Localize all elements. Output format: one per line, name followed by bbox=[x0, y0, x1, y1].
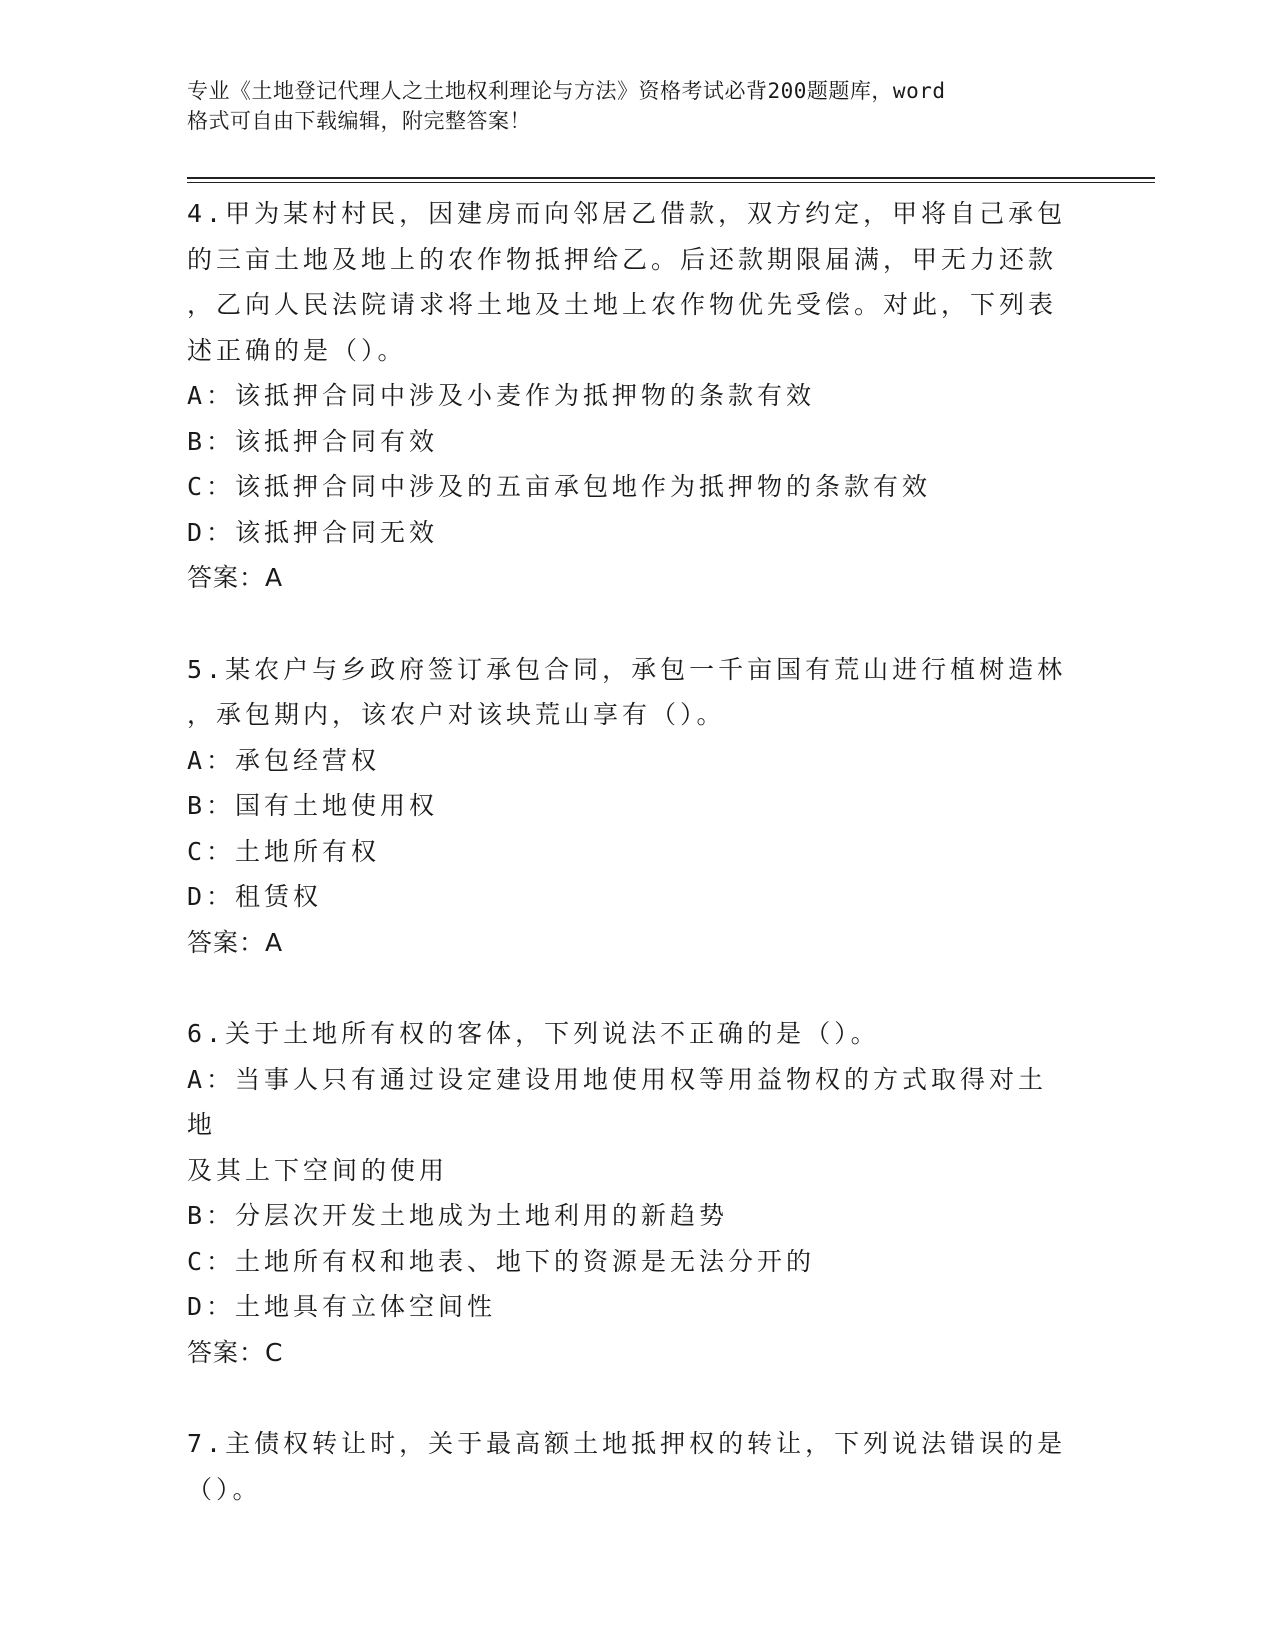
option-b: B：分层次开发土地成为土地利用的新趋势 bbox=[187, 1201, 729, 1230]
header-line-2: 格式可自由下载编辑，附完整答案！ bbox=[187, 109, 531, 133]
question-stem-line: 6.关于土地所有权的客体，下列说法不正确的是（）。 bbox=[187, 1019, 880, 1048]
question-stem-line: 7.主债权转让时，关于最高额土地抵押权的转让，下列说法错误的是 bbox=[187, 1429, 1067, 1458]
question-stem-line: 述正确的是（）。 bbox=[187, 335, 407, 365]
question-stem-line: ，承包期内，该农户对该块荒山享有（）。 bbox=[187, 700, 726, 729]
option-a-continued: 及其上下空间的使用 bbox=[187, 1155, 449, 1185]
header-divider-thick bbox=[187, 177, 1155, 179]
option-a: A：承包经营权 bbox=[187, 745, 381, 775]
header-line-1: 专业《土地登记代理人之土地权利理论与方法》资格考试必背200题题库，word bbox=[187, 79, 946, 103]
option-d: D：土地具有立体空间性 bbox=[187, 1292, 497, 1321]
question-stem bbox=[187, 191, 1067, 373]
question-7 bbox=[187, 1421, 1067, 1512]
question-stem bbox=[187, 1011, 1067, 1057]
header-divider-thin bbox=[187, 182, 1155, 183]
option-a: A：该抵押合同中涉及小麦作为抵押物的条款有效 bbox=[187, 381, 816, 410]
option-c: C：该抵押合同中涉及的五亩承包地作为抵押物的条款有效 bbox=[187, 472, 932, 501]
answer-line: 答案：A bbox=[187, 927, 284, 957]
document-header bbox=[187, 76, 1067, 136]
option-a: A：当事人只有通过设定建设用地使用权等用益物权的方式取得对土地 bbox=[187, 1064, 1048, 1139]
question-5 bbox=[187, 647, 1067, 966]
option-b: B：国有土地使用权 bbox=[187, 791, 439, 820]
answer-line: 答案：C bbox=[187, 1337, 284, 1367]
question-stem-line: 4.甲为某村村民，因建房而向邻居乙借款，双方约定，甲将自己承包 bbox=[187, 199, 1067, 228]
option-b: B：该抵押合同有效 bbox=[187, 426, 439, 456]
question-4 bbox=[187, 191, 1067, 601]
question-6 bbox=[187, 1011, 1067, 1375]
question-stem bbox=[187, 647, 1067, 738]
question-stem bbox=[187, 1421, 1067, 1512]
question-stem-line: 5.某农户与乡政府签订承包合同，承包一千亩国有荒山进行植树造林 bbox=[187, 654, 1067, 684]
option-d: D：该抵押合同无效 bbox=[187, 517, 439, 547]
question-stem-line: ，乙向人民法院请求将土地及土地上农作物优先受偿。对此，下列表 bbox=[187, 290, 1058, 319]
question-stem-line: （）。 bbox=[187, 1474, 262, 1504]
question-stem-line: 的三亩土地及地上的农作物抵押给乙。后还款期限届满，甲无力还款 bbox=[187, 244, 1058, 274]
option-c: C：土地所有权 bbox=[187, 836, 381, 866]
answer-line: 答案：A bbox=[187, 563, 284, 592]
option-d: D：租赁权 bbox=[187, 882, 323, 911]
option-c: C：土地所有权和地表、地下的资源是无法分开的 bbox=[187, 1246, 816, 1276]
question-list bbox=[187, 191, 1067, 1558]
